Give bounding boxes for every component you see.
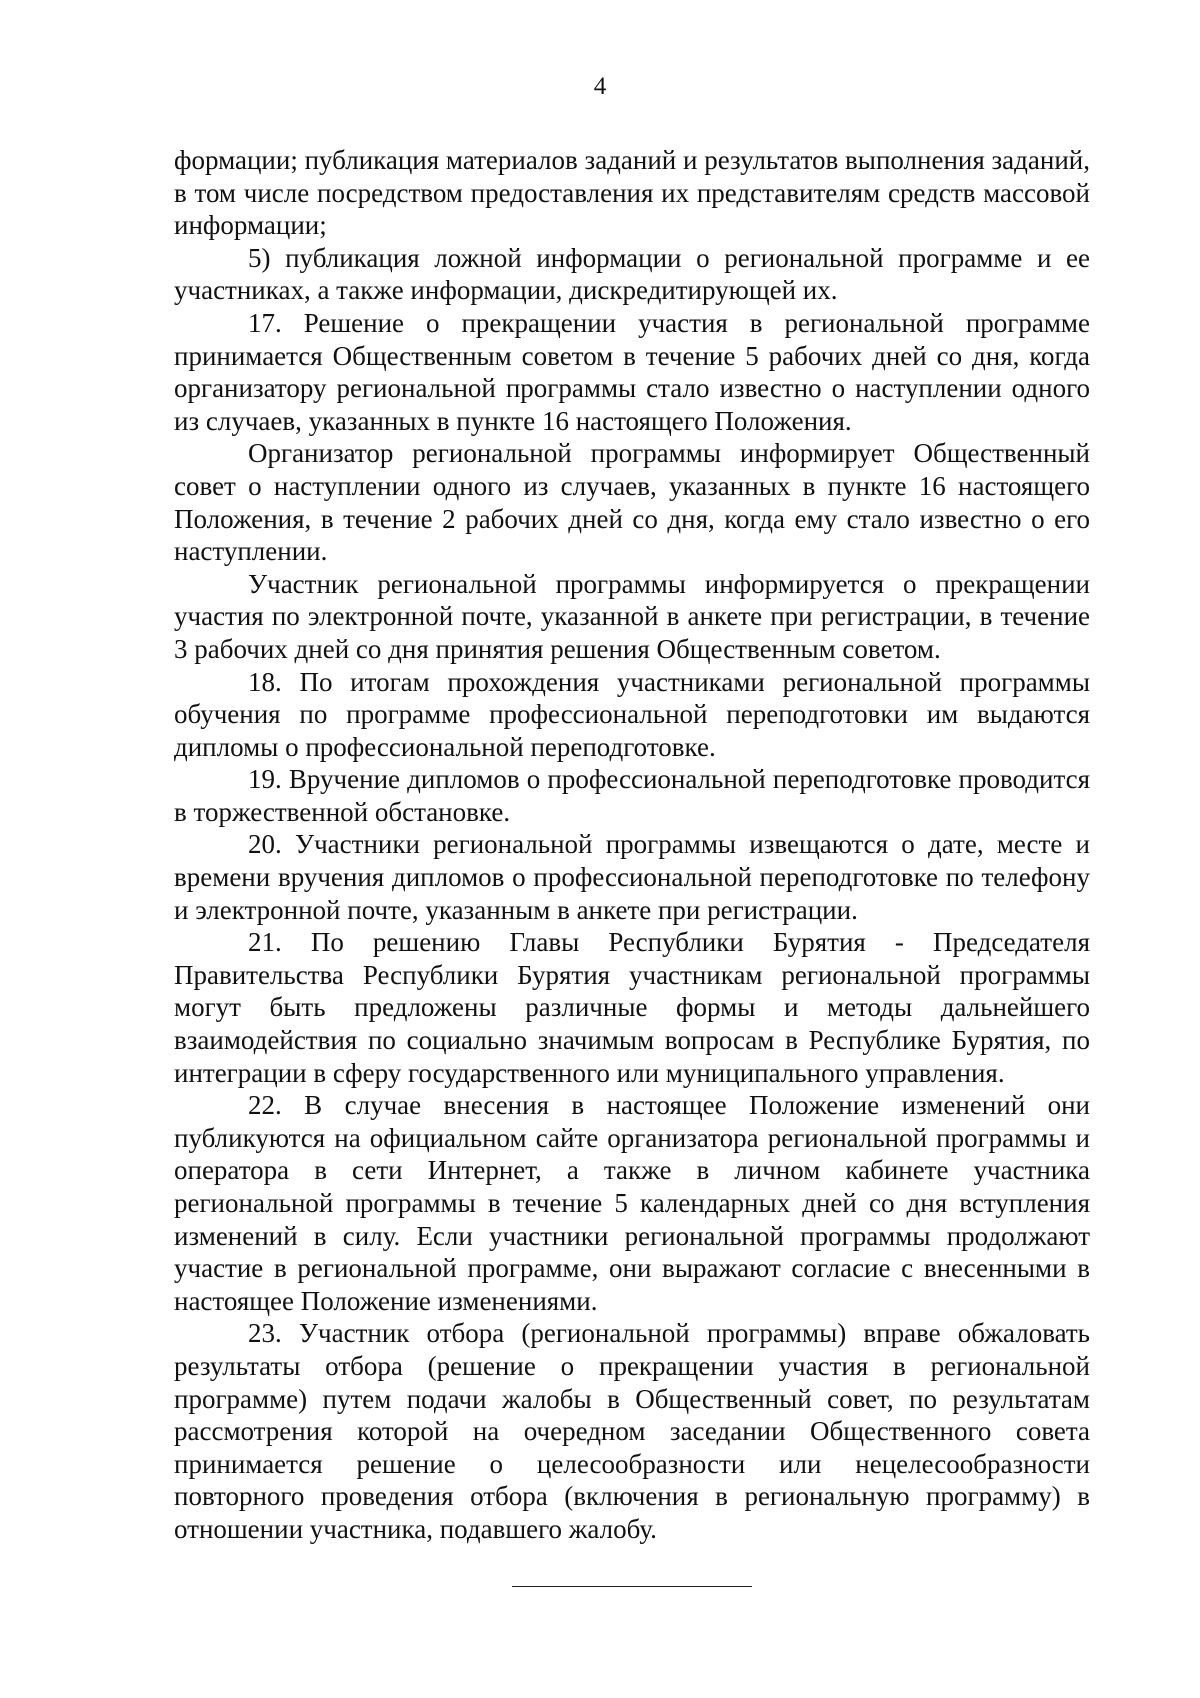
document-body (174, 144, 1090, 1546)
paragraph-continuation: формации; публикация материалов заданий и результатов выполнения заданий, в том числе посредством предоставления их представителям средств массовой информации; (174, 145, 1090, 241)
paragraph-clause-21: 21. По решению Главы Республики Бурятия - Председателя Правительства Республики Бурятия участникам региональной программы могут быть предложены различные формы и методы дальнейшего взаимодействия по социально значимым вопросам в Республике Бурятия, по интеграции в сферу государственного или муниципального управления. (174, 927, 1090, 1088)
paragraph-clause-23: 23. Участник отбора (региональной программы) вправе обжаловать результаты отбора (решение о прекращении участия в региональной программе) путем подачи жалобы в Общественный совет, по результатам рассмотрения которой на очередном заседании Общественного совета принимается решение о целесообразности или нецелесообразности повторного проведения отбора (включения в региональную программу) в отношении участника, подавшего жалобу. (174, 1318, 1090, 1544)
paragraph-clause-22: 22. В случае внесения в настоящее Положение изменений они публикуются на официальном сайте организатора региональной программы и оператора в сети Интернет, а также в личном кабинете участника региональной программы в течение 5 календарных дней со дня вступления изменений в силу. Если участники региональной программы продолжают участие в региональной программе, они выражают согласие с внесенными в настоящее Положение изменениями. (174, 1090, 1090, 1316)
end-of-document-rule (512, 1586, 752, 1587)
paragraph-clause-20: 20. Участники региональной программы извещаются о дате, месте и времени вручения дипломов о профессиональной переподготовке по телефону и электронной почте, указанным в анкете при регистрации. (174, 829, 1090, 925)
paragraph-clause-17-organizer: Организатор региональной программы информирует Общественный совет о наступлении одного из случаев, указанных в пункте 16 настоящего Положения, в течение 2 рабочих дней со дня, когда ему стало известно о его наступлении. (174, 438, 1090, 567)
paragraph-item-5: 5) публикация ложной информации о региональной программе и ее участниках, а также информации, дискредитирующей их. (174, 242, 1090, 306)
paragraph-clause-17-participant: Участник региональной программы информируется о прекращении участия по электронной почте, указанной в анкете при регистрации, в течение 3 рабочих дней со дня принятия решения Общественным советом. (174, 568, 1090, 664)
paragraph-clause-17: 17. Решение о прекращении участия в региональной программе принимается Общественным советом в течение 5 рабочих дней со дня, когда организатору региональной программы стало известно о наступлении одного из случаев, указанных в пункте 16 настоящего Положения. (174, 307, 1090, 436)
page-number: 4 (593, 73, 607, 100)
paragraph-clause-19: 19. Вручение дипломов о профессиональной переподготовке проводится в торжественной обстановке. (174, 764, 1090, 827)
paragraph-clause-18: 18. По итогам прохождения участниками региональной программы обучения по программе профессиональной переподготовки им выдаются дипломы о профессиональной переподготовке. (174, 666, 1090, 762)
